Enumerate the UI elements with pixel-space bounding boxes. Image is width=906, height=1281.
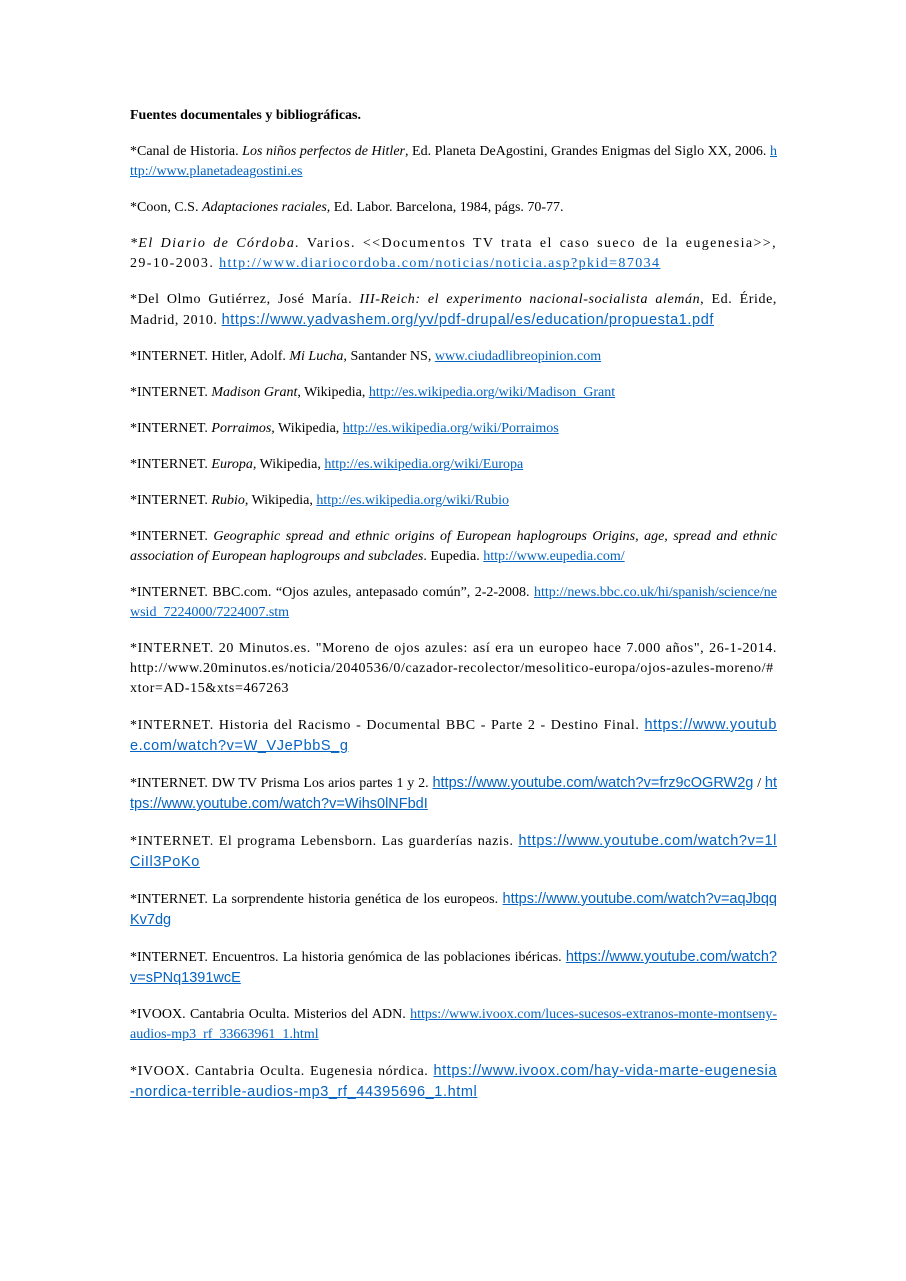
- text-segment: *INTERNET.: [130, 529, 214, 544]
- text-segment: , Wikipedia,: [244, 493, 317, 508]
- bibliography-entry: [130, 347, 777, 367]
- bibliography-entry: [130, 715, 777, 757]
- text-segment: Mi Lucha,: [289, 349, 347, 364]
- text-segment: Wikipedia,: [256, 457, 325, 472]
- text-segment: *INTERNET. 20 Minutos.es. "Moreno de ojos azules: así era un europeo hace 7.000 años", 26-1-2014.: [130, 641, 777, 656]
- text-segment: Madison Grant: [211, 385, 298, 400]
- bibliography: [130, 142, 777, 1103]
- text-segment: Rubio: [211, 493, 245, 508]
- bibliography-entry: [130, 1005, 777, 1045]
- hyperlink[interactable]: https://www.yadvashem.org/yv/pdf-drupal/es/education/propuesta1.pdf: [221, 312, 715, 328]
- text-segment: *IVOOX. Cantabria Oculta. Eugenesia nórdica.: [130, 1064, 434, 1079]
- hyperlink[interactable]: http://www.planetadeagostini.es: [130, 144, 777, 179]
- hyperlink[interactable]: www.ciudadlibreopinion.com: [434, 349, 602, 364]
- text-segment: *INTERNET.: [130, 385, 212, 400]
- bibliography-entry: [130, 142, 777, 182]
- text-segment: Porraimos,: [211, 421, 275, 436]
- text-segment: *INTERNET. Encuentros. La historia genómica de las poblaciones ibéricas.: [130, 950, 566, 965]
- bibliography-entry: [130, 234, 777, 274]
- bibliography-entry: [130, 527, 777, 567]
- hyperlink[interactable]: https://www.youtube.com/watch?v=1lCiIl3PoKo: [130, 833, 777, 870]
- hyperlink[interactable]: http://es.wikipedia.org/wiki/Porraimos: [342, 421, 559, 436]
- text-segment: *INTERNET. BBC.com. “Ojos azules, antepasado común”, 2-2-2008.: [130, 585, 534, 600]
- text-segment: , Wikipedia,: [297, 385, 369, 400]
- text-segment: Los niños perfectos de Hitler: [242, 144, 405, 159]
- bibliography-entry: [130, 831, 777, 873]
- plain-url: http://www.20minutos.es/noticia/2040536/0/cazador-recolector/mesolitico-europa/ojos-azules-moreno/#xtor=AD-15&xts=467263: [130, 661, 774, 696]
- bibliography-entry: [130, 1061, 777, 1103]
- bibliography-entry: [130, 583, 777, 623]
- text-segment: *INTERNET. La sorprendente historia genética de los europeos.: [130, 892, 503, 907]
- text-segment: Europa,: [211, 457, 257, 472]
- text-segment: *INTERNET. DW TV Prisma Los arios partes 1 y 2.: [130, 776, 433, 791]
- bibliography-entry: [130, 290, 777, 331]
- hyperlink[interactable]: https://www.youtube.com/watch?v=aqJbqqKv7dg: [130, 891, 777, 928]
- hyperlink[interactable]: http://www.diariocordoba.com/noticias/noticia.asp?pkid=87034: [219, 256, 661, 271]
- bibliography-entry: [130, 198, 777, 218]
- bibliography-entry: [130, 491, 777, 511]
- text-segment: *Canal de Historia.: [130, 144, 243, 159]
- text-segment: *El Diario de Córdoba.: [130, 236, 301, 251]
- text-segment: *Del Olmo Gutiérrez, José María.: [130, 292, 360, 307]
- text-segment: Ed. Labor. Barcelona, 1984, págs. 70-77.: [330, 200, 564, 215]
- hyperlink[interactable]: https://www.youtube.com/watch?v=W_VJePbbS_g: [130, 717, 777, 754]
- text-segment: III-Reich: el experimento nacional-socialista alemán: [359, 292, 701, 307]
- document-title: Fuentes documentales y bibliográficas.: [130, 108, 361, 123]
- bibliography-entry: [130, 639, 777, 699]
- text-segment: *INTERNET. El programa Lebensborn. Las guarderías nazis.: [130, 834, 519, 849]
- hyperlink[interactable]: https://www.ivoox.com/hay-vida-marte-eugenesia-nordica-terrible-audios-mp3_rf_44395696_1.html: [130, 1063, 777, 1100]
- text-segment: *Coon, C.S.: [130, 200, 202, 215]
- bibliography-entry: [130, 419, 777, 439]
- bibliography-entry: [130, 773, 777, 815]
- hyperlink[interactable]: http://news.bbc.co.uk/hi/spanish/science/newsid_7224000/7224007.stm: [130, 585, 777, 620]
- text-segment: *INTERNET.: [130, 493, 212, 508]
- bibliography-entry: [130, 383, 777, 403]
- bibliography-entry: [130, 889, 777, 931]
- hyperlink[interactable]: http://www.eupedia.com/: [483, 549, 625, 564]
- text-segment: *INTERNET. Historia del Racismo - Documental BBC - Parte 2 - Destino Final.: [130, 718, 645, 733]
- bibliography-entry: [130, 947, 777, 989]
- text-segment: . Eupedia.: [423, 549, 484, 564]
- hyperlink[interactable]: https://www.youtube.com/watch?v=Wihs0lNFbdI: [130, 775, 778, 812]
- text-segment: *IVOOX. Cantabria Oculta. Misterios del ADN.: [130, 1007, 411, 1022]
- text-segment: Wikipedia,: [274, 421, 343, 436]
- text-segment: *INTERNET. Hitler, Adolf.: [130, 349, 290, 364]
- text-segment: /: [753, 776, 765, 791]
- text-segment: *INTERNET.: [130, 421, 212, 436]
- hyperlink[interactable]: http://es.wikipedia.org/wiki/Madison_Grant: [368, 385, 616, 400]
- text-segment: Adaptaciones raciales,: [201, 200, 331, 215]
- text-segment: Varios. <<Documentos TV trata el caso sueco de la eugenesia>>, 29-10-2003.: [130, 236, 777, 271]
- hyperlink[interactable]: http://es.wikipedia.org/wiki/Rubio: [316, 493, 509, 508]
- text-segment: , Ed. Planeta DeAgostini, Grandes Enigmas del Siglo XX, 2006.: [404, 144, 770, 159]
- text-segment: , Ed. Éride, Madrid, 2010.: [130, 292, 777, 328]
- bibliography-entry: [130, 455, 777, 475]
- hyperlink[interactable]: https://www.youtube.com/watch?v=sPNq1391wcE: [130, 949, 777, 986]
- text-segment: *INTERNET.: [130, 457, 212, 472]
- hyperlink[interactable]: https://www.youtube.com/watch?v=frz9cOGRW2g: [432, 775, 754, 791]
- hyperlink[interactable]: https://www.ivoox.com/luces-sucesos-extranos-monte-montseny-audios-mp3_rf_33663961_1.html: [130, 1007, 777, 1042]
- hyperlink[interactable]: http://es.wikipedia.org/wiki/Europa: [324, 457, 524, 472]
- text-segment: Geographic spread and ethnic origins of European haplogroups Origins, age, spread and ethnic association of European haplogroups and subclades: [130, 529, 777, 564]
- text-segment: Santander NS,: [346, 349, 435, 364]
